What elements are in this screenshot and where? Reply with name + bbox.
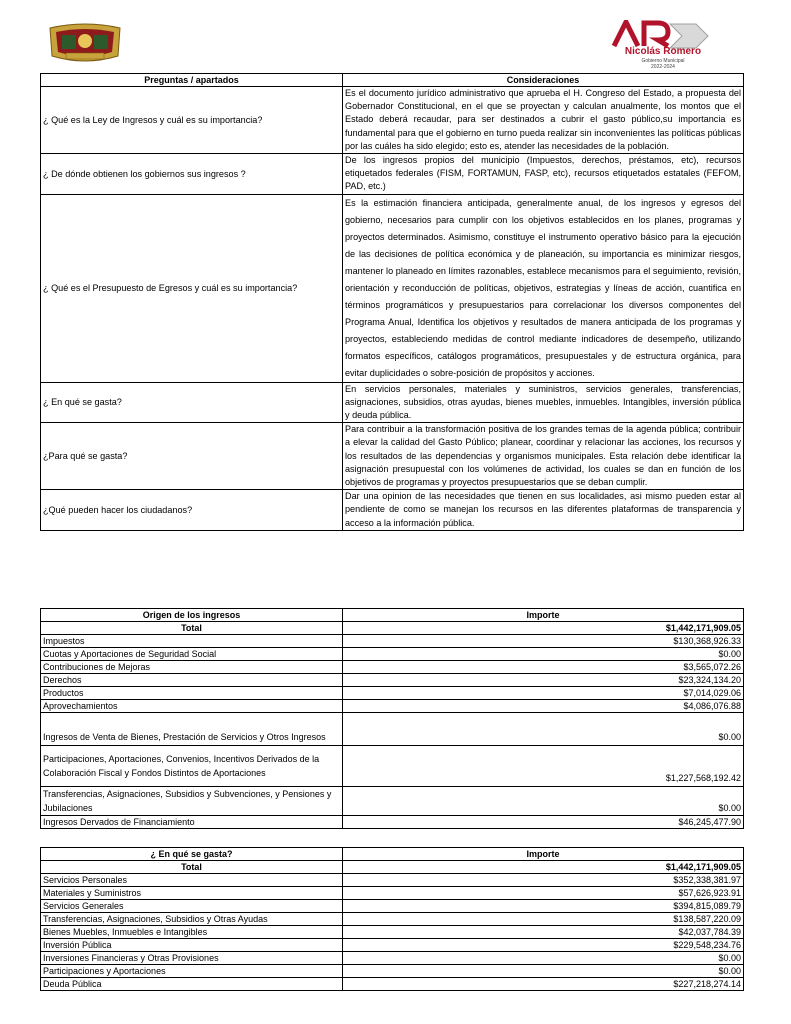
expenditure-table: [40, 847, 744, 991]
answer-text: Dar una opinion de las necesidades que tienen en sus localidades, asi mismo pueden estar al pendiente de como se manejan los recursos en las diferentes plataformas de transparencia y acceso a la información pública.: [343, 490, 744, 531]
table-row: [41, 952, 744, 965]
question-text: ¿ De dónde obtienen los gobiernos sus ingresos ?: [41, 154, 343, 195]
income-label: Productos: [41, 687, 343, 700]
expenditure-header-right: Importe: [343, 848, 744, 861]
income-label: Ingresos de Venta de Bienes, Prestación de Servicios y Otros Ingresos: [41, 713, 343, 746]
expenditure-label: Deuda Pública: [41, 978, 343, 991]
table-row: [41, 900, 744, 913]
answer-text: De los ingresos propios del municipio (Impuestos, derechos, préstamos, etc), recursos etiquetados federales (FISM, FORTAMUN, FASP, etc), recursos etiquetados estatales (FEFOM, PAD, etc.): [343, 154, 744, 195]
table-row: [41, 887, 744, 900]
table-row: [41, 874, 744, 887]
income-total-row: [41, 622, 744, 635]
income-amount: $0.00: [343, 787, 744, 816]
expenditure-header-left: ¿ En qué se gasta?: [41, 848, 343, 861]
expenditure-label: Participaciones y Aportaciones: [41, 965, 343, 978]
income-label: Impuestos: [41, 635, 343, 648]
income-amount: $0.00: [343, 648, 744, 661]
expenditure-label: Inversiones Financieras y Otras Provisiones: [41, 952, 343, 965]
income-amount: $3,565,072.26: [343, 661, 744, 674]
question-text: ¿Para qué se gasta?: [41, 423, 343, 490]
question-row: [41, 382, 744, 423]
income-header-right: Importe: [343, 609, 744, 622]
question-row: [41, 154, 744, 195]
expenditure-amount: $394,815,089.79: [343, 900, 744, 913]
answer-text: En servicios personales, materiales y suministros, servicios generales, transferencias, asignaciones, subsidios, otras ayudas, bienes muebles, inmuebles. Intangibles, inversión pública y deuda pública.: [343, 382, 744, 423]
income-amount: $130,368,926.33: [343, 635, 744, 648]
expenditure-amount: $229,548,234.76: [343, 939, 744, 952]
table-row: [41, 978, 744, 991]
income-header-left: Origen de los ingresos: [41, 609, 343, 622]
income-label: Cuotas y Aportaciones de Seguridad Social: [41, 648, 343, 661]
expenditure-amount: $352,338,381.97: [343, 874, 744, 887]
question-text: ¿ En qué se gasta?: [41, 382, 343, 423]
expenditure-amount: $227,218,274.14: [343, 978, 744, 991]
income-table: [40, 608, 744, 829]
table-row: [41, 661, 744, 674]
expenditure-label: Servicios Generales: [41, 900, 343, 913]
income-total-amount: $1,442,171,909.05: [343, 622, 744, 635]
question-text: ¿ Qué es la Ley de Ingresos y cuál es su importancia?: [41, 87, 343, 154]
table-row: [41, 965, 744, 978]
question-text: ¿ Qué es el Presupuesto de Egresos y cuál es su importancia?: [41, 194, 343, 382]
table-row: [41, 700, 744, 713]
table-row: [41, 913, 744, 926]
expenditure-label: Materiales y Suministros: [41, 887, 343, 900]
income-amount: $7,014,029.06: [343, 687, 744, 700]
income-label: Participaciones, Aportaciones, Convenios, Incentivos Derivados de la Colaboración Fiscal y Fondos Distintos de Aportaciones: [41, 746, 343, 787]
table-row: [41, 648, 744, 661]
question-row: [41, 423, 744, 490]
income-header-row: [41, 609, 744, 622]
expenditure-total-row: [41, 861, 744, 874]
income-label: Derechos: [41, 674, 343, 687]
table-row: [41, 713, 744, 746]
table-row: [41, 939, 744, 952]
questions-header-row: [41, 74, 744, 87]
expenditure-total-label: Total: [41, 861, 343, 874]
income-label: Transferencias, Asignaciones, Subsidios y Subvenciones, y Pensiones y Jubilaciones: [41, 787, 343, 816]
table-row: [41, 746, 744, 787]
table-row: [41, 687, 744, 700]
income-label: Contribuciones de Mejoras: [41, 661, 343, 674]
income-amount: $23,324,134.20: [343, 674, 744, 687]
question-row: [41, 194, 744, 382]
question-text: ¿Qué pueden hacer los ciudadanos?: [41, 490, 343, 531]
questions-header-left: Preguntas / apartados: [41, 74, 343, 87]
municipal-coat-of-arms-icon: [44, 22, 126, 64]
expenditure-total-amount: $1,442,171,909.05: [343, 861, 744, 874]
question-row: [41, 490, 744, 531]
income-label: Aprovechamientos: [41, 700, 343, 713]
table-row: [41, 816, 744, 829]
expenditure-amount: $0.00: [343, 965, 744, 978]
expenditure-amount: $138,587,220.09: [343, 913, 744, 926]
income-amount: $0.00: [343, 713, 744, 746]
expenditure-amount: $42,037,784.39: [343, 926, 744, 939]
answer-text: Es el documento jurídico administrativo que aprueba el H. Congreso del Estado, a propuesta del Gobernador Constitucional, en el que se proyectan y calculan anualmente, los montos que el Estado deberá recaudar, para ser destinados a cubrir el gasto público,su importancia es fundamental para que el gobierno en turno pueda realizar sin inconvenientes las políticas públicas por las cuáles ha sido elegido; esto es, atender las necesidades de la población.: [343, 87, 744, 154]
expenditure-label: Servicios Personales: [41, 874, 343, 887]
expenditure-label: Bienes Muebles, Inmuebles e Intangibles: [41, 926, 343, 939]
expenditure-amount: $57,626,923.91: [343, 887, 744, 900]
table-row: [41, 787, 744, 816]
income-label: Ingresos Dervados de Financiamiento: [41, 816, 343, 829]
table-row: [41, 674, 744, 687]
logo-line2: 2022-2024: [651, 64, 675, 70]
expenditure-label: Transferencias, Asignaciones, Subsidios y Otras Ayudas: [41, 913, 343, 926]
logo-name: Nicolás Romero: [624, 46, 702, 57]
logo-line1: Gobierno Municipal: [641, 58, 685, 64]
nicolas-romero-logo: [610, 20, 716, 70]
income-amount: $1,227,568,192.42: [343, 746, 744, 787]
answer-text: Es la estimación financiera anticipada, generalmente anual, de los ingresos y egresos del gobierno, necesarios para cumplir con los objetivos establecidos en los planes, programas y proyectos determinados. Asimismo, constituye el instrumento operativo básico para la ejecución de las decisiones de política económica y de planeación, su importancia es minimizar riesgos, mantener lo planeado en límites razonables, establece mecanismos para el seguimiento, revisión, orientación y reconducción de políticas, objetivos, estrategias y líneas de acción, cuantifica en términos programáticos y presupuestarios para correlacionar los diversos componentes del Programa Anual, Identifica los objetivos y resultados de manera anticipada de los programas y proyectos, estableciendo medidas de control mediante indicadores de desempeño, utilizando formatos específicos, catálogos programáticos, presupuestales y de estructura orgánica, para evitar duplicidades o sobre-posición de propósitos y acciones.: [343, 194, 744, 382]
expenditure-label: Inversión Pública: [41, 939, 343, 952]
questions-header-right: Consideraciones: [343, 74, 744, 87]
question-row: [41, 87, 744, 154]
income-amount: $4,086,076.88: [343, 700, 744, 713]
table-row: [41, 635, 744, 648]
expenditure-amount: $0.00: [343, 952, 744, 965]
questions-table: [40, 73, 744, 531]
table-row: [41, 926, 744, 939]
income-total-label: Total: [41, 622, 343, 635]
answer-text: Para contribuir a la transformación positiva de los grandes temas de la agenda pública; contribuir a elevar la calidad del Gasto Público; planear, coordinar y relacionar las acciones, los recursos y los resultados de las dependencias y organismos municipales. Esta relación debe identificar la asignación presupuestal con los volúmenes de actividad, los cuales se dan en función de los objetivos de programas y proyectos presupuestarios que se deban cumplir.: [343, 423, 744, 490]
expenditure-header-row: [41, 848, 744, 861]
income-amount: $46,245,477.90: [343, 816, 744, 829]
